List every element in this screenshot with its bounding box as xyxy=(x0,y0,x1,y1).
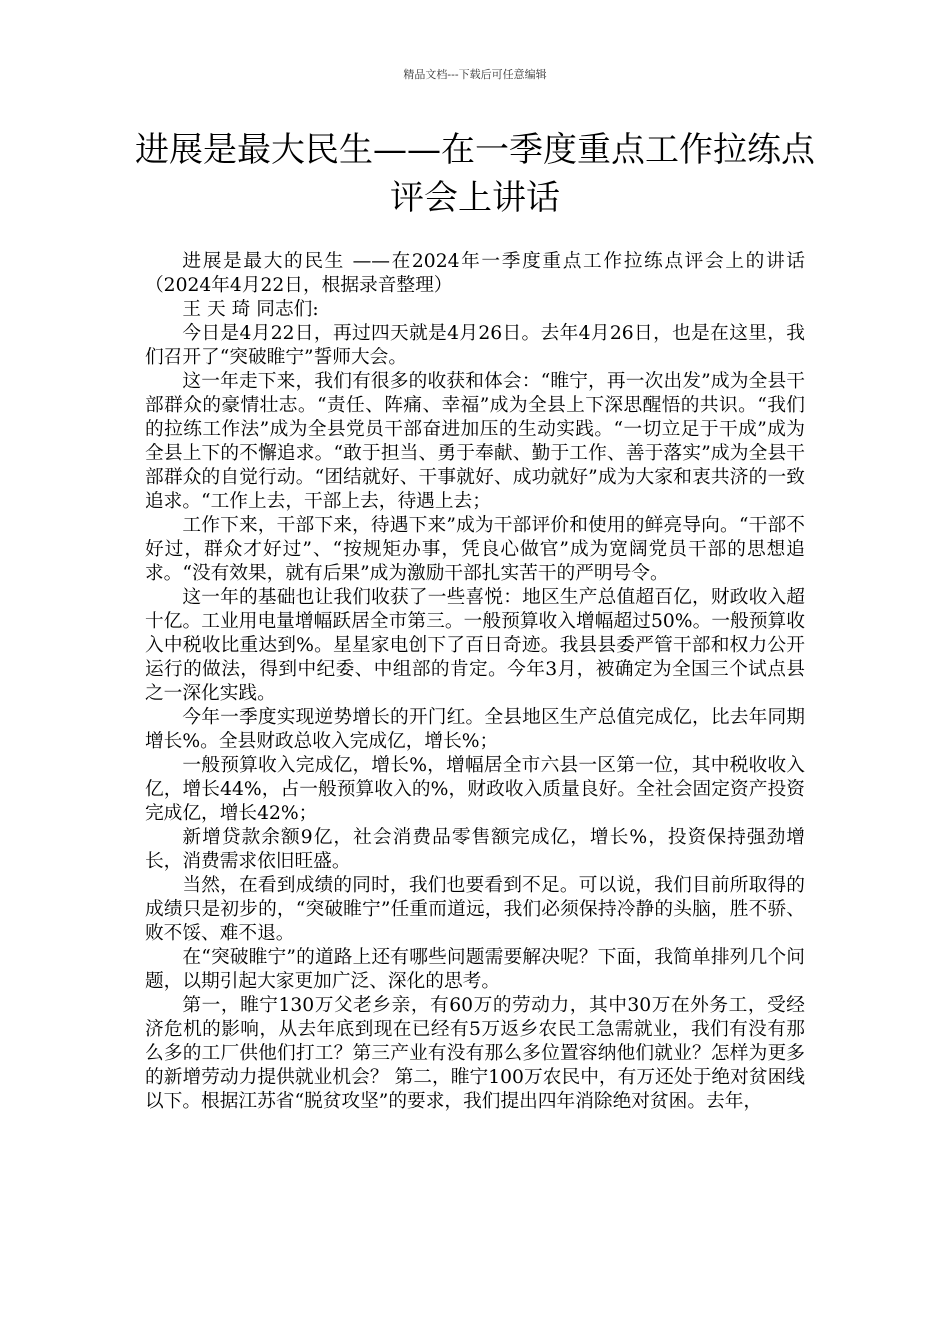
paragraph: 第一，睢宁130万父老乡亲，有60万的劳动力，其中30万在外务工，受经济危机的影响，从去年底到现在已经有5万返乡农民工急需就业，我们有没有那么多的工厂供他们打工？第三产业有没有那么多位置容纳他们就业？怎样为更多的新增劳动力提供就业机会？ 第二，睢宁100万农民中，有万还处于绝对贫困线以下。根据江苏省“脱贫攻坚”的要求，我们提出四年消除绝对贫困。去年， xyxy=(145,995,805,1112)
paragraph: 这一年走下来，我们有很多的收获和体会：“睢宁，再一次出发”成为全县干部群众的豪情壮志。“责任、阵痛、幸福”成为全县上下深思醒悟的共识。“我们的拉练工作法”成为全县党员干部奋进加压的生动实践。“一切立足于干成”成为全县上下的不懈追求。“敢于担当、勇于奉献、勤于工作、善于落实”成为全县干部群众的自觉行动。“团结就好、干事就好、成功就好”成为大家和衷共济的一致追求。“工作上去，干部上去，待遇上去； xyxy=(145,371,805,512)
paragraph: 今年一季度实现逆势增长的开门红。全县地区生产总值完成亿，比去年同期增长%。全县财政总收入完成亿，增长%； xyxy=(145,707,805,752)
paragraph-speaker: 王 天 琦 同志们: xyxy=(182,299,319,320)
paragraph-subtitle: 进展是最大的民生 ——在2024年一季度重点工作拉练点评会上的讲话 （2024年4月22日，根据录音整理） xyxy=(145,251,805,296)
header-note: 精品文档---下载后可任意编辑 xyxy=(403,68,547,81)
document-body xyxy=(145,250,805,1114)
paragraph: 这一年的基础也让我们收获了一些喜悦：地区生产总值超百亿，财政收入超十亿。工业用电量增幅跃居全市第三。一般预算收入增幅超过50%。一般预算收入中税收比重达到%。星星家电创下了百日奇迹。我县县委严管干部和权力公开运行的做法，得到中纪委、中组部的肯定。今年3月，被确定为全国三个试点县之一深化实践。 xyxy=(145,587,805,704)
document-title: 进展是最大民生——在一季度重点工作拉练点评会上讲话 xyxy=(135,130,815,218)
paragraph: 工作下来，干部下来，待遇下来”成为干部评价和使用的鲜亮导向。“干部不好过，群众才好过”、“按规矩办事，凭良心做官”成为宽阔党员干部的思想追求。“没有效果，就有后果”成为激励干部扎实苦干的严明号令。 xyxy=(145,515,805,584)
paragraph: 今日是4月22日，再过四天就是4月26日。去年4月26日，也是在这里，我们召开了“突破睢宁”誓师大会。 xyxy=(145,323,805,368)
paragraph: 在“突破睢宁”的道路上还有哪些问题需要解决呢？下面，我简单排列几个问题，以期引起大家更加广泛、深化的思考。 xyxy=(145,947,805,992)
paragraph: 新增贷款余额9亿，社会消费品零售额完成亿，增长%，投资保持强劲增长，消费需求依旧旺盛。 xyxy=(145,827,805,872)
paragraph: 当然，在看到成绩的同时，我们也要看到不足。可以说，我们目前所取得的成绩只是初步的，“突破睢宁”任重而道远，我们必须保持冷静的头脑，胜不骄、败不馁、难不退。 xyxy=(145,875,805,944)
paragraph: 一般预算收入完成亿，增长%，增幅居全市六县一区第一位，其中税收收入亿，增长44%，占一般预算收入的%，财政收入质量良好。全社会固定资产投资完成亿，增长42%； xyxy=(145,755,805,824)
